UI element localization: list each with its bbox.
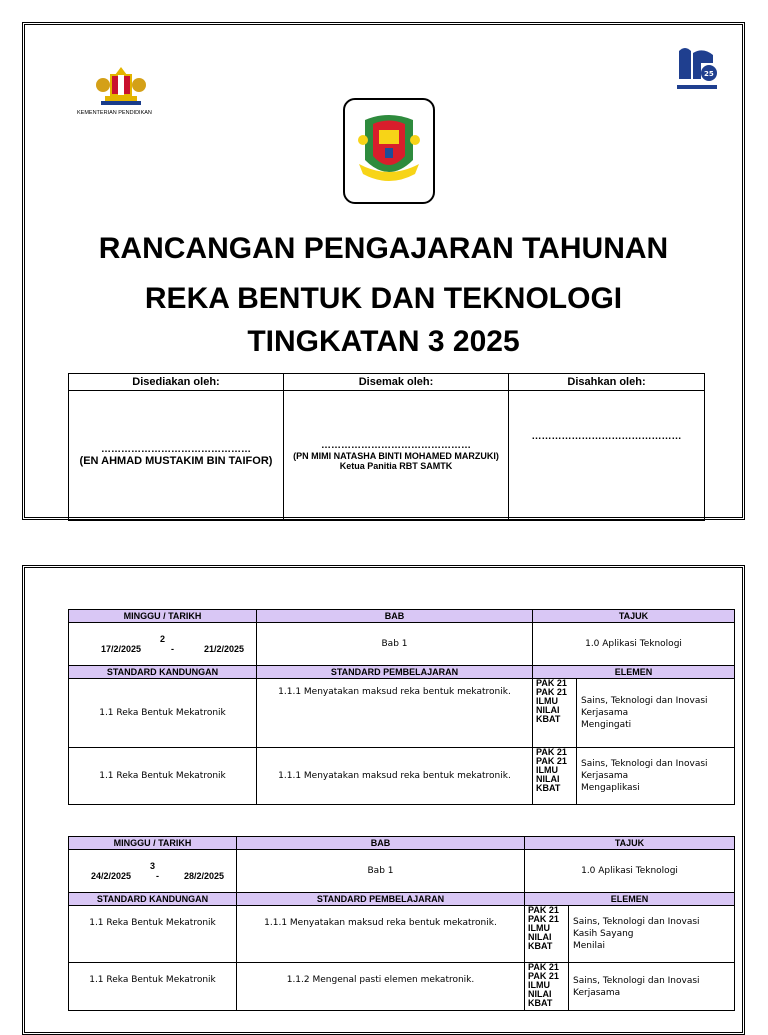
learning-standard-header: STANDARD PEMBELAJARAN [257, 666, 533, 679]
start-date: 24/2/2025 [91, 871, 132, 881]
week-2-table [68, 609, 735, 805]
element-cell [569, 906, 735, 963]
element-header: ELEMEN [525, 893, 735, 906]
checked-by-cell [284, 391, 509, 521]
prepared-by-header: Disediakan oleh: [69, 374, 284, 391]
tag: NILAI [528, 932, 552, 942]
pak-tags-cell [533, 679, 577, 748]
checked-by-name: (PN MIMI NATASHA BINTI MOHAMED MARZUKI) [293, 451, 499, 461]
approved-by-cell [509, 391, 705, 521]
learning-standard-cell: 1.1.1 Menyatakan maksud reka bentuk mekatronik. [237, 906, 525, 963]
tag: NILAI [528, 989, 552, 999]
tag: NILAI [536, 705, 560, 715]
element-item: Kerjasama [581, 771, 629, 781]
element-item: Kerjasama [573, 987, 621, 998]
prepared-by-name: (EN AHMAD MUSTAKIM BIN TAIFOR) [79, 455, 273, 467]
content-standard-cell: 1.1 Reka Bentuk Mekatronik [69, 963, 237, 1011]
content-standard-header: STANDARD KANDUNGAN [69, 666, 257, 679]
tag: KBAT [528, 941, 553, 951]
tag: PAK 21 [528, 962, 559, 972]
title-line-1: RANCANGAN PENGAJARAN TAHUNAN [98, 232, 669, 265]
learning-standard-cell: 1.1.1 Menyatakan maksud reka bentuk mekatronik. [257, 748, 533, 805]
pak-tags-cell [533, 748, 577, 805]
title-line-2: REKA BENTUK DAN TEKNOLOGI [144, 282, 623, 315]
tag: PAK 21 [536, 678, 567, 688]
checked-by-header: Disemak oleh: [284, 374, 509, 391]
end-date: 21/2/2025 [203, 644, 244, 654]
approved-by-header: Disahkan oleh: [509, 374, 705, 391]
element-cell [577, 748, 735, 805]
element-item: Mengaplikasi [581, 783, 640, 793]
cover-page [22, 22, 745, 520]
tag: PAK 21 [536, 756, 567, 766]
element-item: Menilai [573, 941, 606, 951]
element-item: Sains, Teknologi dan Inovasi [573, 917, 700, 927]
schedule-page [22, 565, 745, 1035]
element-cell [569, 963, 735, 1011]
tag: NILAI [536, 774, 560, 784]
school-crest-logo [343, 98, 435, 204]
prepared-by-cell [69, 391, 284, 521]
chapter-cell: Bab 1 [257, 623, 533, 666]
end-date: 28/2/2025 [183, 871, 224, 881]
signature-line: ……………………………………… [531, 431, 682, 442]
tag: PAK 21 [528, 971, 559, 981]
learning-standard-header: STANDARD PEMBELAJARAN [237, 893, 525, 906]
title-line-3: TINGKATAN 3 2025 [247, 325, 520, 358]
tag: PAK 21 [536, 747, 567, 757]
tag: PAK 21 [536, 687, 567, 697]
signature-line: ……………………………………… [101, 444, 251, 455]
element-item: Kerjasama [581, 708, 629, 718]
week-date-header: MINGGU / TARIKH [69, 610, 257, 623]
tag: PAK 21 [528, 905, 559, 915]
tag: KBAT [536, 714, 561, 724]
pak-tags-cell [525, 963, 569, 1011]
content-standard-cell: 1.1 Reka Bentuk Mekatronik [69, 906, 237, 963]
topic-header: TAJUK [525, 837, 735, 850]
element-item: Kasih Sayang [573, 929, 634, 939]
content-standard-header: STANDARD KANDUNGAN [69, 893, 237, 906]
chapter-header: BAB [237, 837, 525, 850]
tag: KBAT [536, 783, 561, 793]
svg-text:25: 25 [704, 70, 714, 78]
topic-cell: 1.0 Aplikasi Teknologi [525, 850, 735, 893]
signature-line: ……………………………………… [321, 440, 471, 451]
element-item: Sains, Teknologi dan Inovasi [581, 696, 708, 706]
topic-cell: 1.0 Aplikasi Teknologi [533, 623, 735, 666]
topic-header: TAJUK [533, 610, 735, 623]
week-number: 3 [149, 861, 155, 871]
signature-table [68, 373, 705, 521]
chapter-cell: Bab 1 [237, 850, 525, 893]
tag: ILMU [528, 923, 550, 933]
week-date-cell [69, 850, 237, 893]
ministry-label: KEMENTERIAN PENDIDIKAN [77, 110, 152, 116]
content-standard-cell: 1.1 Reka Bentuk Mekatronik [69, 679, 257, 748]
tag: ILMU [528, 980, 550, 990]
week-date-cell [69, 623, 257, 666]
element-item: Sains, Teknologi dan Inovasi [581, 759, 708, 769]
date-dash: - [156, 871, 159, 881]
start-date: 17/2/2025 [101, 644, 142, 654]
week-date-header: MINGGU / TARIKH [69, 837, 237, 850]
element-cell [577, 679, 735, 748]
chapter-header: BAB [257, 610, 533, 623]
pak-tags-cell [525, 906, 569, 963]
week-3-table [68, 836, 735, 1011]
tag: ILMU [536, 696, 558, 706]
element-item: Mengingati [581, 720, 632, 730]
learning-standard-cell: 1.1.2 Mengenal pasti elemen mekatronik. [237, 963, 525, 1011]
tag: PAK 21 [528, 914, 559, 924]
tag: ILMU [536, 765, 558, 775]
learning-standard-cell: 1.1.1 Menyatakan maksud reka bentuk mekatronik. [257, 679, 533, 748]
element-header: ELEMEN [533, 666, 735, 679]
tag: KBAT [528, 998, 553, 1008]
week-number: 2 [159, 634, 165, 644]
date-dash: - [171, 644, 174, 654]
content-standard-cell: 1.1 Reka Bentuk Mekatronik [69, 748, 257, 805]
education-25-logo [675, 45, 719, 98]
element-item: Sains, Teknologi dan Inovasi [573, 975, 700, 986]
checked-by-role: Ketua Panitia RBT SAMTK [339, 461, 453, 471]
